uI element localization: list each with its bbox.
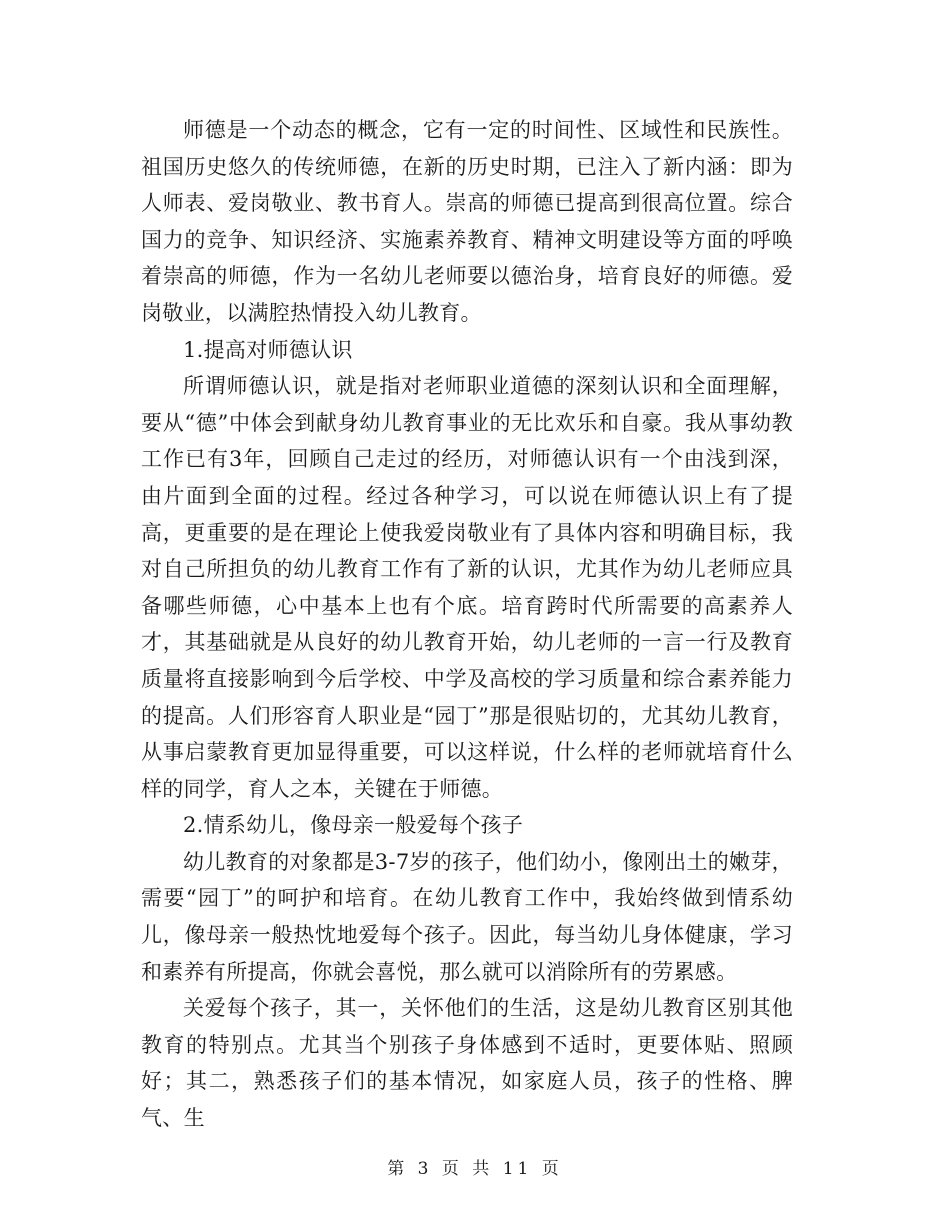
section-heading-2: 2.情系幼儿，像母亲一般爱每个孩子 (183, 813, 524, 838)
paragraph-section-1: 所谓师德认识，就是指对老师职业道德的深刻认识和全面理解，要从“德”中体会到献身幼儿教育事业的无比欢乐和自豪。我从事幼教工作已有3年，回顾自己走过的经历，对师德认识有一个由浅到深，由片面到全面的过程。经过各种学习，可以说在师德认识上有了提高，更重要的是在理论上使我爱岗敬业有了具体内容和明确目标，我对自己所担负的幼儿教育工作有了新的认识，尤其作为幼儿老师应具备哪些师德，心中基本上也有个底。培育跨时代所需要的高素养人才，其基础就是从良好的幼儿教育开始，幼儿老师的一言一行及教育质量将直接影响到今后学校、中学及高校的学习质量和综合素养能力的提高。人们形容育人职业是“园丁”那是很贴切的，尤其幼儿教育，从事启蒙教育更加显得重要，可以这样说，什么样的老师就培育什么样的同学，育人之本，关键在于师德。 (141, 374, 793, 801)
section-heading-1: 1.提高对师德认识 (183, 337, 353, 362)
paragraph-intro: 师德是一个动态的概念，它有一定的时间性、区域性和民族性。祖国历史悠久的传统师德，在新的历史时期，已注入了新内涵：即为人师表、爱岗敬业、教书育人。崇高的师德已提高到很高位置。综合国力的竞争、知识经济、实施素养教育、精神文明建设等方面的呼唤着崇高的师德，作为一名幼儿老师要以德治身，培育良好的师德。爱岗敬业，以满腔热情投入幼儿教育。 (141, 118, 793, 325)
paragraph-section-2: 幼儿教育的对象都是3-7岁的孩子，他们幼小，像刚出土的嫩芽，需要“园丁”的呵护和培育。在幼儿教育工作中，我始终做到情系幼儿，像母亲一般热忱地爱每个孩子。因此，每当幼儿身体健康，学习和素养有所提高，你就会喜悦，那么就可以消除所有的劳累感。 (141, 849, 793, 984)
document-body (141, 112, 793, 1137)
page-number-footer: 第 3 页 共 11 页 (387, 1159, 563, 1179)
paragraph-care: 关爱每个孩子，其一，关怀他们的生活，这是幼儿教育区别其他教育的特别点。尤其当个别孩子身体感到不适时，更要体贴、照顾好；其二，熟悉孩子们的基本情况，如家庭人员，孩子的性格、脾气、生 (141, 996, 793, 1131)
